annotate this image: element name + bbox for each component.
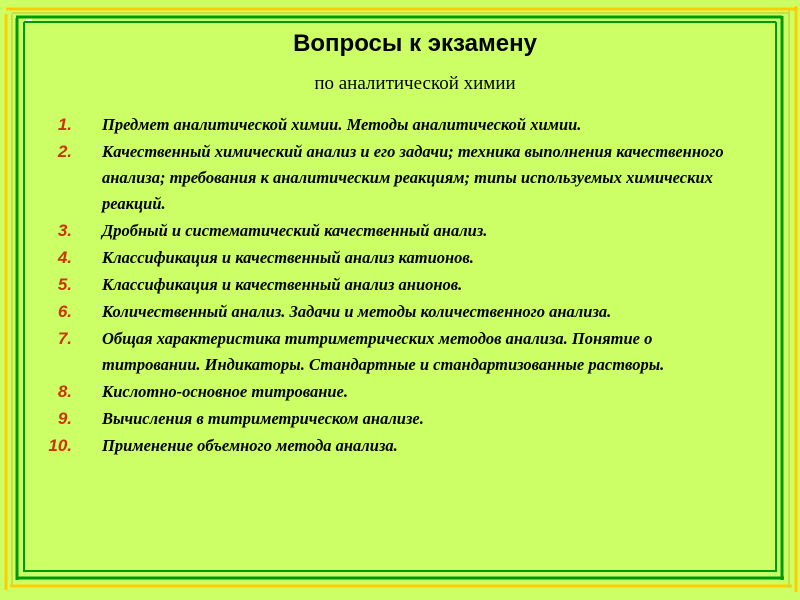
item-text: Классификация и качественный анализ анионов.	[102, 275, 463, 294]
title-block	[0, 30, 800, 58]
item-text: Общая характеристика титриметрических методов анализа. Понятие о титровании. Индикаторы. Стандартные и стандартизованные растворы.	[102, 329, 665, 374]
list-item	[38, 112, 748, 138]
list-item	[38, 326, 748, 378]
item-number: 6.	[57, 302, 72, 321]
list-item	[38, 139, 748, 217]
list-item	[38, 272, 748, 298]
item-text: Дробный и систематический качественный анализ.	[102, 221, 488, 240]
item-number: 10.	[48, 436, 72, 455]
item-text: Качественный химический анализ и его задачи; техника выполнения качественного анализа; требования к аналитическим реакциям; типы используемых химических реакций.	[102, 142, 724, 213]
item-number: 4.	[57, 248, 72, 267]
list-item	[38, 245, 748, 271]
item-text: Классификация и качественный анализ катионов.	[102, 248, 474, 267]
question-list	[38, 112, 748, 460]
item-text: Количественный анализ. Задачи и методы количественного анализа.	[102, 302, 612, 321]
item-number: 1.	[57, 115, 72, 134]
item-number: 5.	[57, 275, 72, 294]
page-subtitle: по аналитической химии	[314, 73, 516, 94]
item-text: Кислотно-основное титрование.	[102, 382, 349, 401]
list-item	[38, 433, 748, 459]
item-text: Применение объемного метода анализа.	[102, 436, 398, 455]
list-item	[38, 218, 748, 244]
list-item	[38, 406, 748, 432]
item-number: 8.	[57, 382, 72, 401]
item-text: Предмет аналитической химии. Методы аналитической химии.	[102, 115, 582, 134]
item-number: 2.	[57, 142, 72, 161]
item-number: 9.	[57, 409, 72, 428]
list-item	[38, 379, 748, 405]
item-number: 3.	[57, 221, 72, 240]
item-number: 7.	[57, 329, 72, 348]
page-title: Вопросы к экзамену	[293, 30, 537, 57]
item-text: Вычисления в титриметрическом анализе.	[102, 409, 424, 428]
subtitle-block	[0, 73, 800, 95]
list-item	[38, 299, 748, 325]
